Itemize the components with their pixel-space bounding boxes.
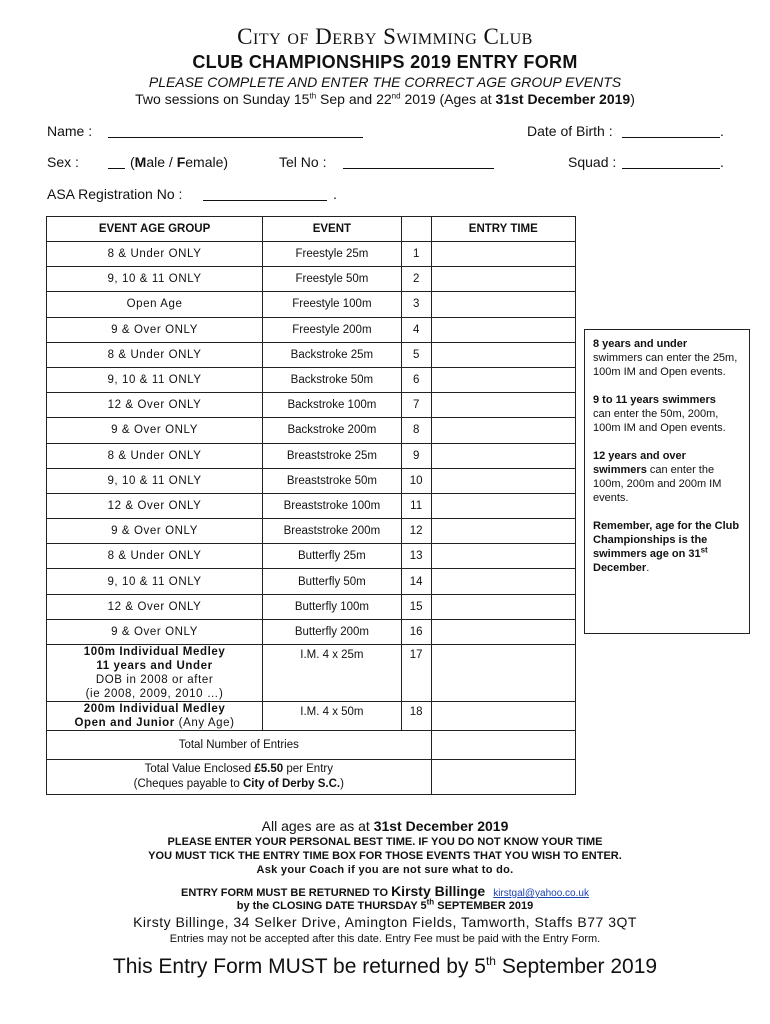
total-value-field[interactable]: [431, 760, 575, 795]
ages-note: All ages are as at 31st December 2019: [261, 818, 509, 834]
sex-field[interactable]: [108, 168, 125, 169]
table-row: [47, 317, 576, 342]
table-row: [47, 367, 576, 392]
event-cell: Breaststroke 50m: [263, 468, 402, 493]
age-group-cell: 12 & Over ONLY: [47, 594, 263, 619]
entry-time-cell[interactable]: [431, 493, 575, 518]
entry-time-cell[interactable]: [431, 367, 575, 392]
events-table: [46, 216, 576, 795]
email-link[interactable]: kirstgal@yahoo.co.uk: [493, 888, 589, 899]
table-row: [47, 393, 576, 418]
late-entry-note: Entries may not be accepted after this date. Entry Fee must be paid with the Entry Form.: [169, 933, 601, 945]
table-row: [47, 594, 576, 619]
age-group-cell: 9 & Over ONLY: [47, 317, 263, 342]
event-number-cell: 5: [401, 342, 431, 367]
event-cell: Backstroke 100m: [263, 393, 402, 418]
entry-time-cell[interactable]: [431, 242, 575, 267]
event-cell: Breaststroke 200m: [263, 519, 402, 544]
info-under-8: 8 years and under swimmers can enter the 25m, 100m IM and Open events.: [593, 338, 738, 378]
entry-time-cell[interactable]: [431, 519, 575, 544]
total-entries-field[interactable]: [431, 731, 575, 760]
total-value-label: Total Value Enclosed £5.50 per Entry (Cheques payable to City of Derby S.C.): [47, 760, 432, 795]
age-group-cell: 9 & Over ONLY: [47, 619, 263, 644]
table-row: [47, 468, 576, 493]
entry-time-cell[interactable]: [431, 418, 575, 443]
entry-time-cell[interactable]: [431, 393, 575, 418]
event-number-cell: 2: [401, 267, 431, 292]
entry-time-cell[interactable]: [431, 342, 575, 367]
squad-label: Squad :: [568, 154, 617, 170]
form-instruction: PLEASE COMPLETE AND ENTER THE CORRECT AGE GROUP EVENTS: [148, 74, 622, 90]
table-row: [47, 342, 576, 367]
table-row: [47, 544, 576, 569]
event-number-cell: 6: [401, 367, 431, 392]
table-row: [47, 619, 576, 644]
asa-end: .: [333, 186, 337, 202]
entry-time-cell[interactable]: [431, 569, 575, 594]
info-remember: Remember, age for the Club Championships is the swimmers age on 31st December.: [593, 520, 740, 574]
event-number-cell: 7: [401, 393, 431, 418]
name-field[interactable]: [108, 137, 363, 138]
entry-time-cell[interactable]: [431, 619, 575, 644]
event-cell: Backstroke 200m: [263, 418, 402, 443]
table-row-im1: [47, 645, 576, 702]
im1-event: I.M. 4 x 25m: [263, 645, 402, 702]
im1-entry-time[interactable]: [431, 645, 575, 702]
im1-age-group: 100m Individual Medley 11 years and Under DOB in 2008 or after (ie 2008, 2009, 2010 …): [47, 645, 263, 702]
event-number-cell: 10: [401, 468, 431, 493]
name-label: Name :: [47, 123, 93, 139]
event-number-cell: 9: [401, 443, 431, 468]
table-row: [47, 569, 576, 594]
table-row: [47, 493, 576, 518]
age-group-cell: 9, 10 & 11 ONLY: [47, 267, 263, 292]
im2-event: I.M. 4 x 50m: [263, 702, 402, 731]
sessions-info: Two sessions on Sunday 15th Sep and 22nd 2019 (Ages at 31st December 2019): [135, 91, 635, 107]
tel-label: Tel No :: [279, 154, 327, 170]
total-entries-row: [47, 731, 576, 760]
im2-number: 18: [401, 702, 431, 731]
age-group-cell: Open Age: [47, 292, 263, 317]
age-group-cell: 9, 10 & 11 ONLY: [47, 569, 263, 594]
table-row: [47, 267, 576, 292]
event-number-cell: 3: [401, 292, 431, 317]
best-time-note: PLEASE ENTER YOUR PERSONAL BEST TIME. IF YOU DO NOT KNOW YOUR TIME: [167, 836, 603, 848]
event-cell: Backstroke 50m: [263, 367, 402, 392]
table-row: [47, 418, 576, 443]
entry-time-cell[interactable]: [431, 468, 575, 493]
event-number-cell: 11: [401, 493, 431, 518]
tick-box-note: YOU MUST TICK THE ENTRY TIME BOX FOR THOSE EVENTS THAT YOU WISH TO ENTER.: [148, 850, 622, 862]
table-row-im2: [47, 702, 576, 731]
sex-options: (Male / Female): [130, 154, 229, 170]
entry-time-cell[interactable]: [431, 443, 575, 468]
event-number-cell: 1: [401, 242, 431, 267]
dob-field[interactable]: [622, 137, 720, 138]
header-entry-time: ENTRY TIME: [431, 217, 575, 242]
event-cell: Breaststroke 25m: [263, 443, 402, 468]
im1-number: 17: [401, 645, 431, 702]
age-group-cell: 12 & Over ONLY: [47, 393, 263, 418]
entry-time-cell[interactable]: [431, 544, 575, 569]
event-number-cell: 4: [401, 317, 431, 342]
age-group-cell: 8 & Under ONLY: [47, 342, 263, 367]
header-age-group: EVENT AGE GROUP: [47, 217, 263, 242]
asa-label: ASA Registration No :: [47, 186, 183, 202]
age-group-cell: 9, 10 & 11 ONLY: [47, 367, 263, 392]
ask-coach-note: Ask your Coach if you are not sure what to do.: [256, 864, 514, 876]
table-row: [47, 292, 576, 317]
event-number-cell: 15: [401, 594, 431, 619]
event-cell: Freestyle 50m: [263, 267, 402, 292]
squad-field[interactable]: [622, 168, 720, 169]
event-number-cell: 12: [401, 519, 431, 544]
age-group-cell: 9 & Over ONLY: [47, 519, 263, 544]
header-number: [401, 217, 431, 242]
im2-entry-time[interactable]: [431, 702, 575, 731]
event-cell: Breaststroke 100m: [263, 493, 402, 518]
return-address: Kirsty Billinge, 34 Selker Drive, Amington Fields, Tamworth, Staffs B77 3QT: [133, 914, 637, 930]
event-cell: Butterfly 50m: [263, 569, 402, 594]
club-name: City of Derby Swimming Club: [237, 24, 533, 49]
event-cell: Butterfly 100m: [263, 594, 402, 619]
tel-field[interactable]: [343, 168, 494, 169]
entry-time-cell[interactable]: [431, 292, 575, 317]
table-row: [47, 519, 576, 544]
event-cell: Backstroke 25m: [263, 342, 402, 367]
event-number-cell: 8: [401, 418, 431, 443]
closing-date: by the CLOSING DATE THURSDAY 5th SEPTEMBER 2019: [236, 897, 534, 912]
header-event: EVENT: [263, 217, 402, 242]
form-title: CLUB CHAMPIONSHIPS 2019 ENTRY FORM: [192, 52, 578, 72]
dob-label: Date of Birth :: [527, 123, 613, 139]
age-group-cell: 8 & Under ONLY: [47, 443, 263, 468]
event-cell: Freestyle 200m: [263, 317, 402, 342]
info-12-over: 12 years and over swimmers can enter the 100m, 200m and 200m IM events.: [593, 450, 722, 504]
total-value-row: [47, 760, 576, 795]
age-group-cell: 9, 10 & 11 ONLY: [47, 468, 263, 493]
asa-field[interactable]: [203, 200, 327, 201]
entry-time-cell[interactable]: [431, 267, 575, 292]
event-cell: Butterfly 200m: [263, 619, 402, 644]
table-header-row: [47, 217, 576, 242]
entry-time-cell[interactable]: [431, 594, 575, 619]
event-cell: Freestyle 100m: [263, 292, 402, 317]
table-row: [47, 443, 576, 468]
im2-age-group: 200m Individual Medley Open and Junior (Any Age): [47, 702, 263, 731]
age-group-cell: 9 & Over ONLY: [47, 418, 263, 443]
age-group-cell: 8 & Under ONLY: [47, 544, 263, 569]
event-cell: Freestyle 25m: [263, 242, 402, 267]
total-entries-label: Total Number of Entries: [47, 731, 432, 760]
age-info-box: [584, 329, 750, 634]
sex-label: Sex :: [47, 154, 79, 170]
event-cell: Butterfly 25m: [263, 544, 402, 569]
age-group-cell: 8 & Under ONLY: [47, 242, 263, 267]
age-group-cell: 12 & Over ONLY: [47, 493, 263, 518]
return-to: ENTRY FORM MUST BE RETURNED TO Kirsty Billinge kirstgal@yahoo.co.uk: [181, 883, 589, 899]
entry-time-cell[interactable]: [431, 317, 575, 342]
event-number-cell: 16: [401, 619, 431, 644]
dob-end: .: [720, 123, 724, 139]
info-9-to-11: 9 to 11 years swimmers can enter the 50m, 200m, 100m IM and Open events.: [593, 394, 726, 434]
event-number-cell: 13: [401, 544, 431, 569]
event-number-cell: 14: [401, 569, 431, 594]
squad-end: .: [720, 154, 724, 170]
table-row: [47, 242, 576, 267]
final-deadline: This Entry Form MUST be returned by 5th September 2019: [112, 954, 658, 978]
